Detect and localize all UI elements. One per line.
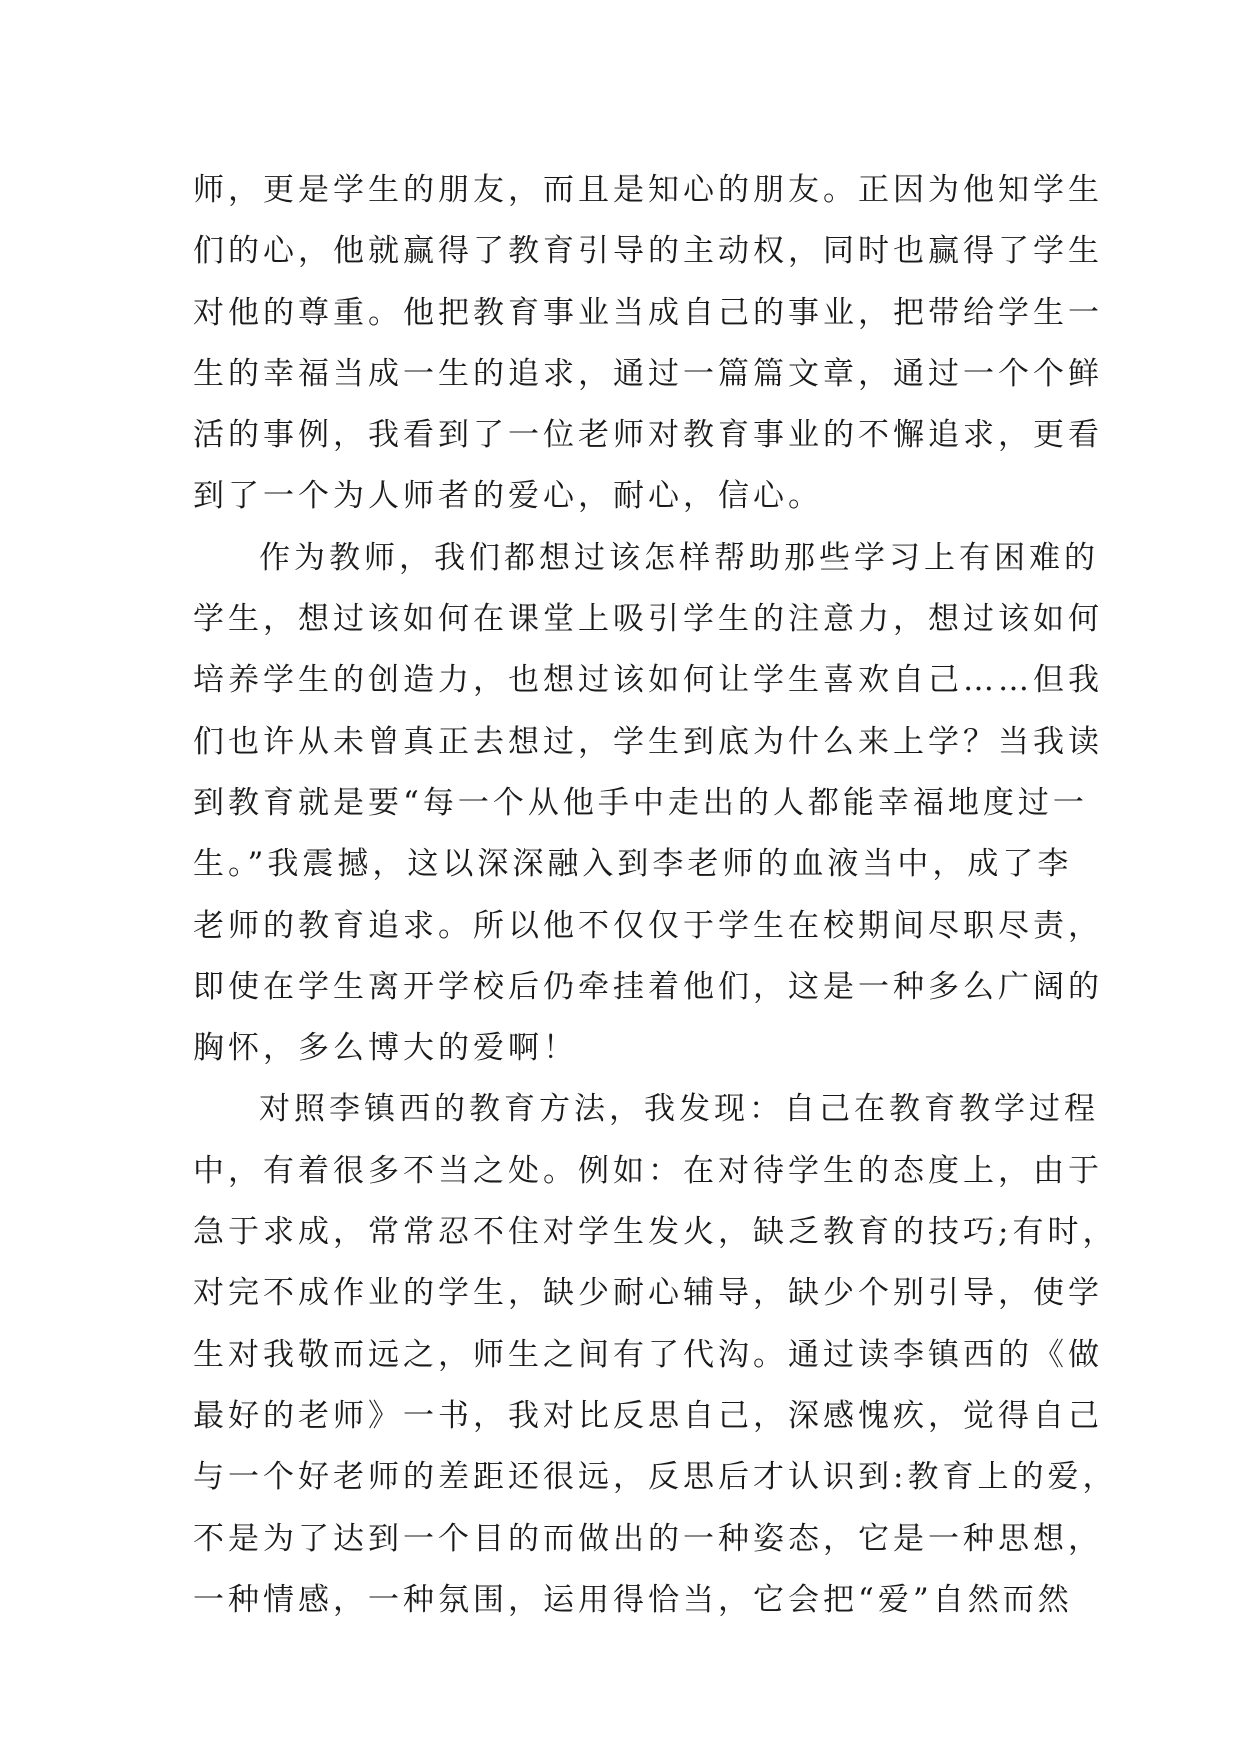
text-line: 中，有着很多不当之处。例如：在对待学生的态度上，由于	[193, 1152, 1103, 1189]
text-line: 们也许从未曾真正去想过，学生到底为什么来上学？当我读	[193, 723, 1103, 760]
text-line: 对照李镇西的教育方法，我发现：自己在教育教学过程	[259, 1091, 1099, 1128]
text-line: 不是为了达到一个目的而做出的一种姿态，它是一种思想，	[193, 1520, 1103, 1557]
text-line: 急于求成，常常忍不住对学生发火，缺乏教育的技巧;有时，	[193, 1214, 1118, 1251]
text-line: 学生，想过该如何在课堂上吸引学生的注意力，想过该如何	[193, 601, 1103, 638]
text-line: 与一个好老师的差距还很远，反思后才认识到:教育上的爱，	[193, 1459, 1118, 1496]
text-line: 生。”我震撼，这以深深融入到李老师的血液当中，成了李	[193, 846, 1073, 883]
text-line: 到教育就是要“每一个从他手中走出的人都能幸福地度过一	[193, 784, 1088, 821]
text-line: 胸怀，多么博大的爱啊！	[193, 1030, 578, 1067]
text-line: 培养学生的创造力，也想过该如何让学生喜欢自己……但我	[193, 662, 1103, 699]
text-line: 生对我敬而远之，师生之间有了代沟。通过读李镇西的《做	[193, 1336, 1103, 1373]
text-line: 一种情感，一种氛围，运用得恰当，它会把“爱”自然而然	[193, 1581, 1073, 1618]
text-line: 即使在学生离开学校后仍牵挂着他们，这是一种多么广阔的	[193, 968, 1103, 1005]
text-line: 生的幸福当成一生的追求，通过一篇篇文章，通过一个个鲜	[193, 355, 1103, 392]
text-line: 师，更是学生的朋友，而且是知心的朋友。正因为他知学生	[193, 172, 1103, 208]
text-line: 最好的老师》一书，我对比反思自己，深感愧疚，觉得自己	[193, 1397, 1103, 1434]
text-line: 老师的教育追求。所以他不仅仅于学生在校期间尽职尽责，	[193, 907, 1103, 944]
text-line: 对完不成作业的学生，缺少耐心辅导，缺少个别引导，使学	[193, 1275, 1103, 1312]
text-line: 们的心，他就赢得了教育引导的主动权，同时也赢得了学生	[193, 233, 1103, 270]
document-body	[193, 160, 1118, 1631]
text-line: 作为教师，我们都想过该怎样帮助那些学习上有困难的	[259, 539, 1099, 576]
text-line: 到了一个为人师者的爱心，耐心，信心。	[193, 478, 823, 515]
text-line: 活的事例，我看到了一位老师对教育事业的不懈追求，更看	[193, 417, 1103, 454]
text-line: 对他的尊重。他把教育事业当成自己的事业，把带给学生一	[193, 294, 1103, 331]
